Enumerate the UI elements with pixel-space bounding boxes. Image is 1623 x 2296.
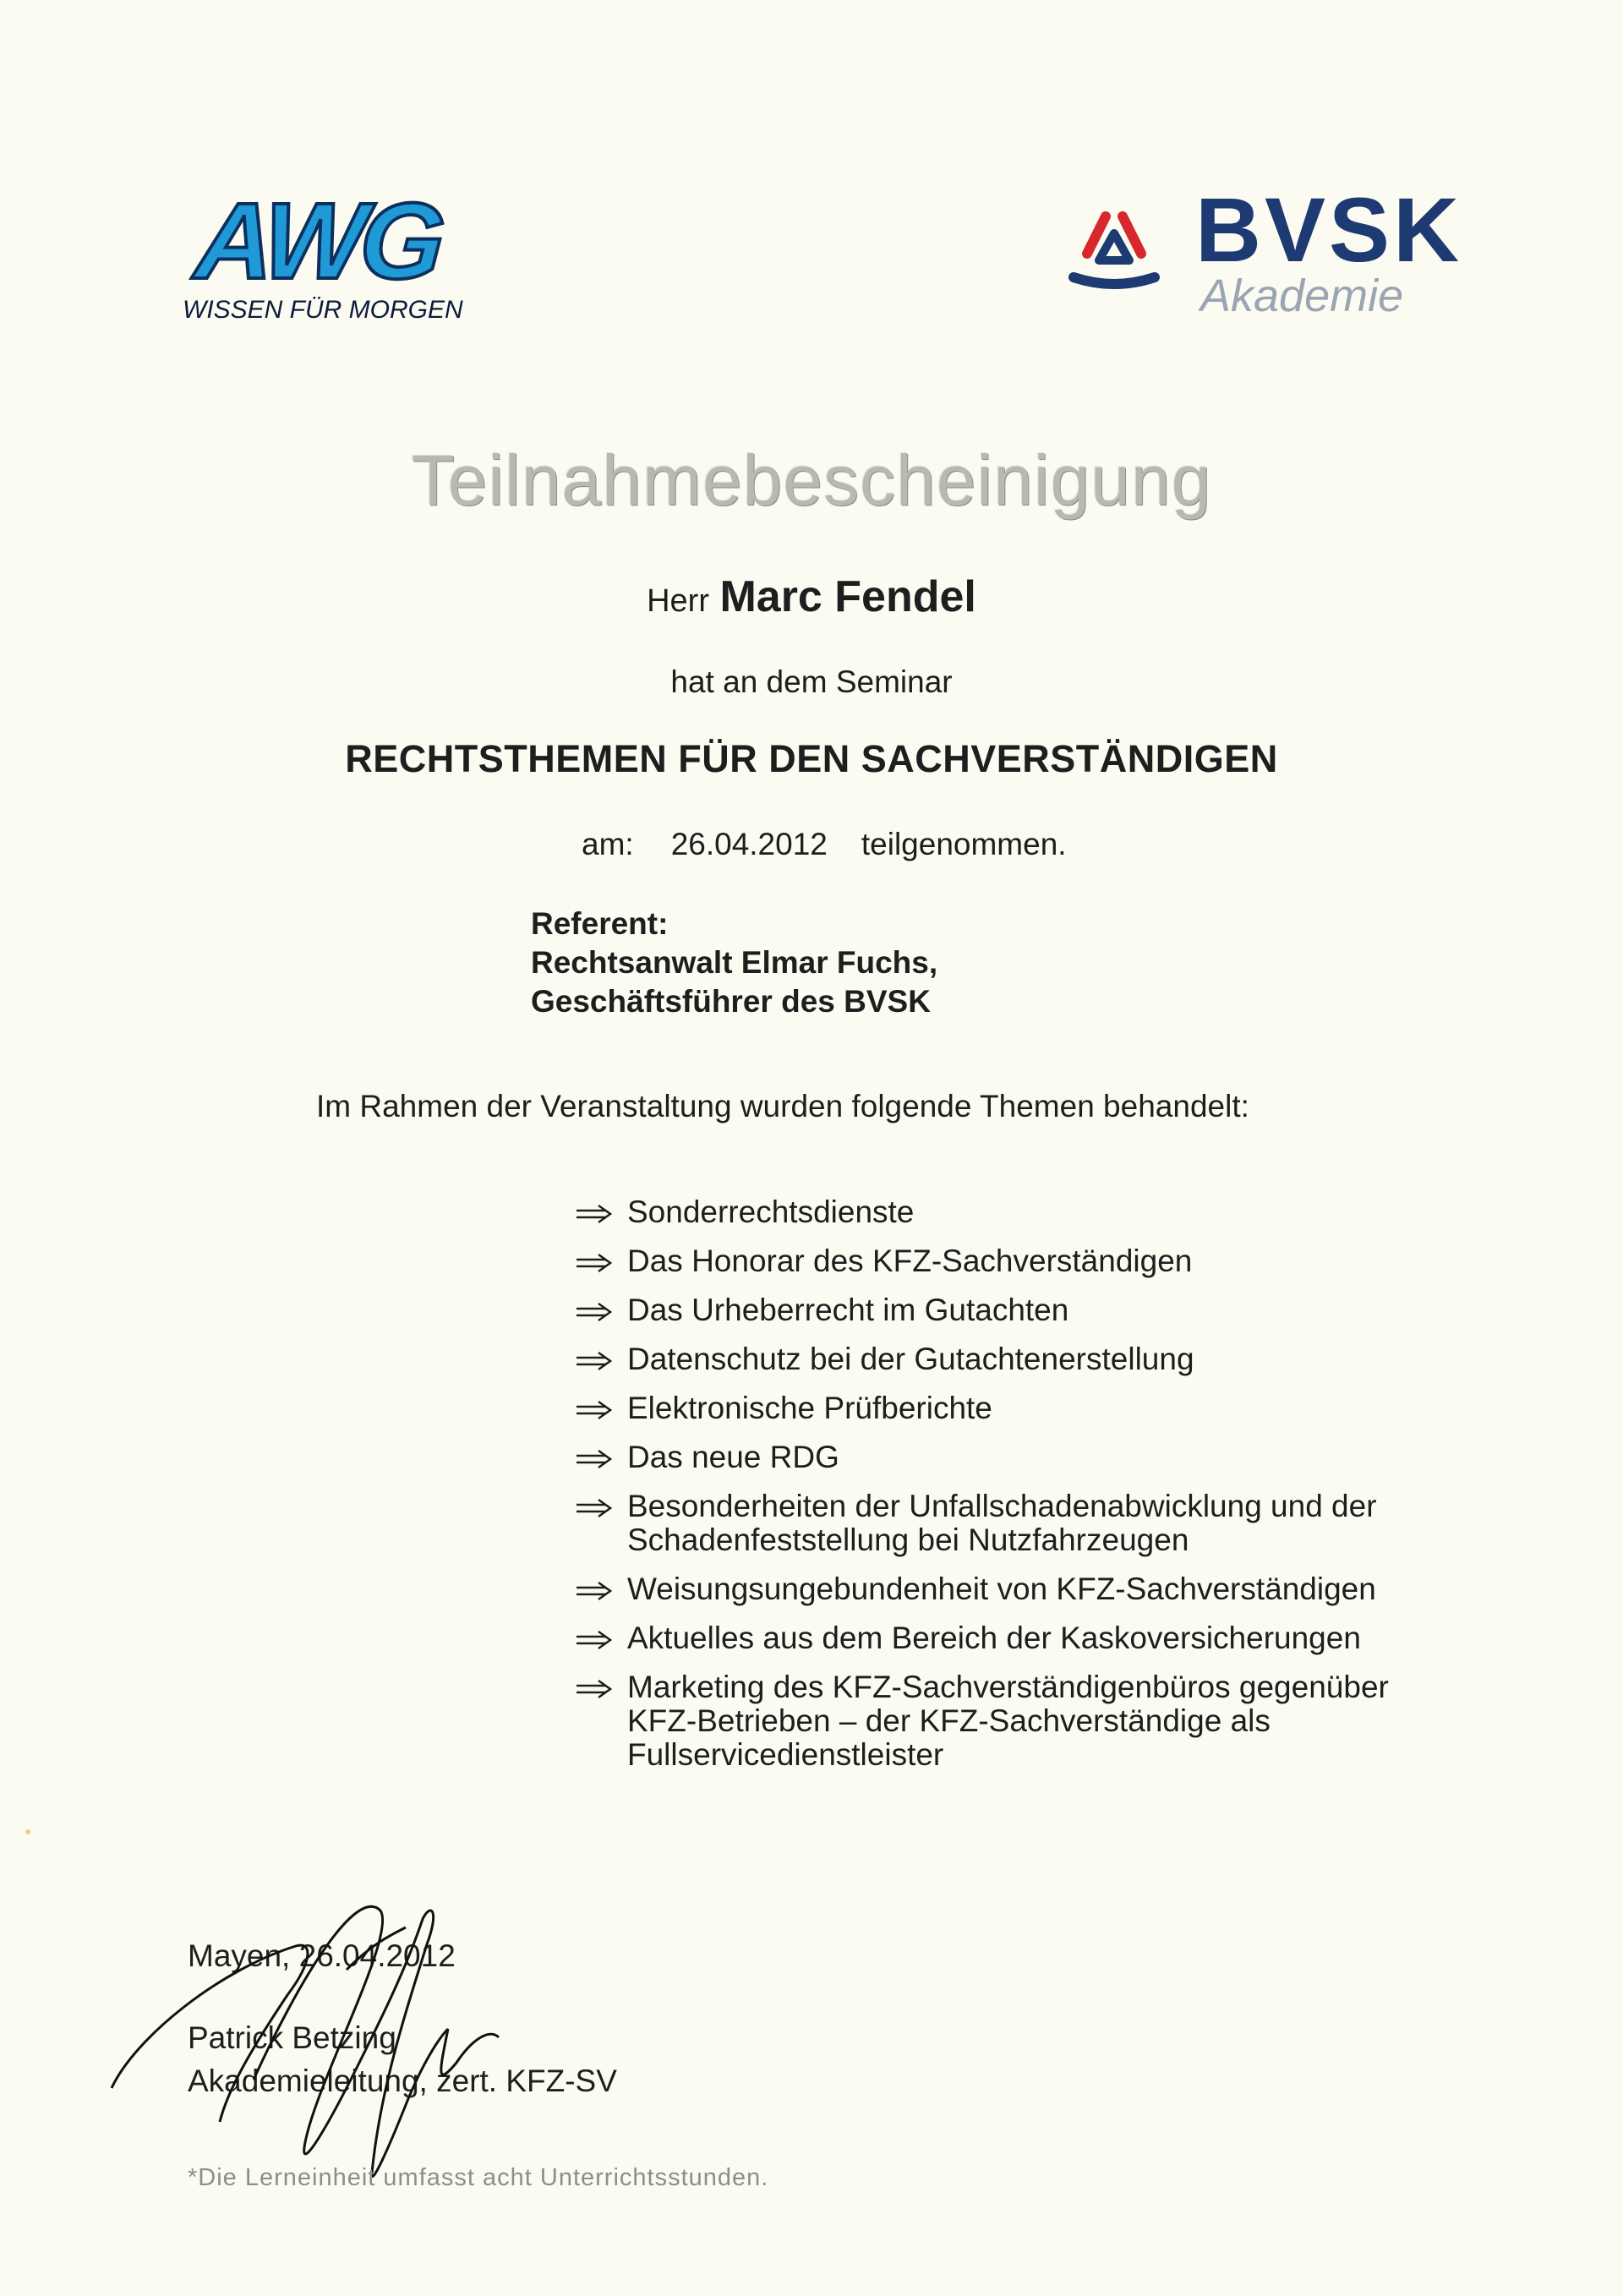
double-arrow-icon bbox=[575, 1302, 612, 1322]
certificate-title: Teilnahmebescheinigung bbox=[411, 440, 1212, 520]
salutation: Herr bbox=[647, 583, 709, 619]
topic-text: Besonderheiten der Unfallschadenabwicklung und der Schadenfeststellung bei Nutzfahrzeugen bbox=[627, 1489, 1377, 1557]
topic-item bbox=[575, 1490, 1454, 1557]
seminar-title: RECHTSTHEMEN FÜR DEN SACHVERSTÄNDIGEN bbox=[345, 737, 1278, 780]
referent-label: Referent: bbox=[531, 906, 669, 941]
participant-name: Marc Fendel bbox=[719, 572, 976, 621]
signatory-name: Patrick Betzing bbox=[188, 2020, 396, 2055]
topic-text: Das Urheberrecht im Gutachten bbox=[627, 1293, 1069, 1327]
seminar-date: 26.04.2012 bbox=[670, 827, 828, 861]
double-arrow-icon bbox=[575, 1204, 612, 1224]
topic-item bbox=[575, 1293, 1454, 1327]
topic-text: Weisungsungebundenheit von KFZ-Sachverständigen bbox=[627, 1572, 1376, 1606]
handwritten-signature bbox=[101, 1868, 575, 2198]
date-suffix: teilgenommen. bbox=[861, 827, 1067, 861]
awg-logo-letters: AWG bbox=[192, 181, 444, 302]
topic-item bbox=[575, 1342, 1454, 1376]
topic-text: Das Honorar des KFZ-Sachverständigen bbox=[627, 1244, 1193, 1278]
topics-intro: Im Rahmen der Veranstaltung wurden folgende Themen behandelt: bbox=[316, 1089, 1249, 1123]
footnote: *Die Lerneinheit umfasst acht Unterrichtsstunden. bbox=[188, 2164, 769, 2191]
awg-slogan: WISSEN FÜR MORGEN bbox=[183, 296, 463, 324]
topic-item bbox=[575, 1572, 1454, 1606]
double-arrow-icon bbox=[575, 1630, 612, 1650]
topic-item bbox=[575, 1670, 1454, 1772]
topic-item bbox=[575, 1440, 1454, 1474]
topic-text: Aktuelles aus dem Bereich der Kaskoversicherungen bbox=[627, 1621, 1361, 1655]
referent-block bbox=[531, 905, 937, 1021]
double-arrow-icon bbox=[575, 1679, 612, 1699]
seminar-intro: hat an dem Seminar bbox=[670, 664, 953, 699]
topic-text: Sonderrechtsdienste bbox=[627, 1194, 915, 1229]
bvsk-triangle-icon bbox=[1062, 201, 1167, 292]
topic-text: Marketing des KFZ-Sachverständigenbüros gegenüber KFZ-Betrieben – der KFZ-Sachverständige als Fullservicedienstleister bbox=[627, 1670, 1389, 1772]
double-arrow-icon bbox=[575, 1253, 612, 1273]
date-line bbox=[582, 827, 1067, 862]
topic-text: Elektronische Prüfberichte bbox=[627, 1391, 992, 1425]
topic-text: Das neue RDG bbox=[627, 1440, 839, 1474]
double-arrow-icon bbox=[575, 1449, 612, 1469]
double-arrow-icon bbox=[575, 1351, 612, 1371]
speck bbox=[25, 1829, 30, 1834]
topic-item bbox=[575, 1621, 1454, 1655]
topic-item bbox=[575, 1391, 1454, 1425]
topic-item bbox=[575, 1244, 1454, 1278]
bvsk-logo-subtitle: Akademie bbox=[1200, 271, 1404, 321]
double-arrow-icon bbox=[575, 1581, 612, 1601]
referent-role: Geschäftsführer des BVSK bbox=[531, 984, 931, 1019]
participant-line bbox=[0, 571, 1623, 622]
bvsk-logo-letters: BVSK bbox=[1195, 178, 1463, 281]
referent-name: Rechtsanwalt Elmar Fuchs, bbox=[531, 945, 938, 980]
place-date: Mayen, 26.04.2012 bbox=[188, 1938, 456, 1973]
topic-text: Datenschutz bei der Gutachtenerstellung bbox=[627, 1342, 1194, 1376]
topic-item bbox=[575, 1195, 1454, 1229]
date-label: am: bbox=[582, 827, 634, 861]
signatory-title: Akademieleitung, zert. KFZ-SV bbox=[188, 2064, 617, 2098]
double-arrow-icon bbox=[575, 1498, 612, 1518]
topics-list bbox=[575, 1195, 1454, 1787]
double-arrow-icon bbox=[575, 1400, 612, 1420]
